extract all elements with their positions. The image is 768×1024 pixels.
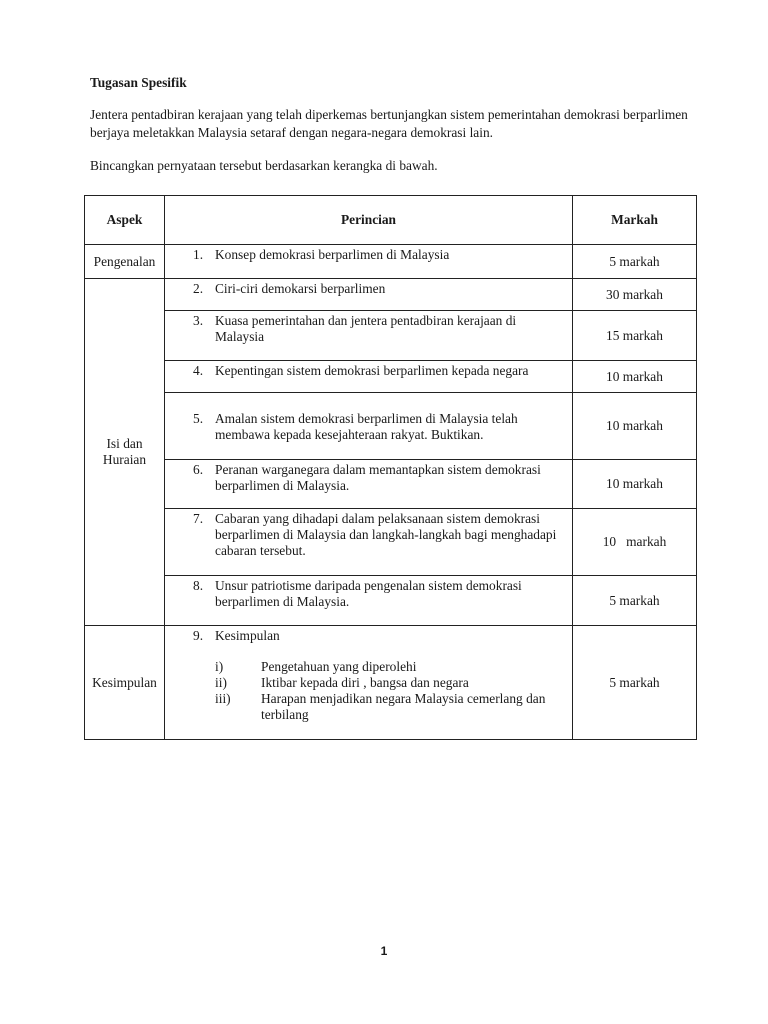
perincian-cell [165, 279, 573, 311]
item-number: 4. [193, 363, 204, 378]
aspek-kesimpulan: Kesimpulan [85, 626, 165, 740]
item-number: 3. [193, 313, 204, 328]
markah-cell: 10 markah [573, 460, 697, 509]
item-number: 6. [193, 462, 204, 477]
item-text: Kepentingan sistem demokrasi berparlimen kepada negara [215, 363, 529, 378]
item-text: Peranan warganegara dalam memantapkan sistem demokrasi berparlimen di Malaysia. [215, 462, 541, 493]
item-text: Ciri-ciri demokarsi berparlimen [215, 281, 386, 296]
table-header-row [85, 196, 697, 245]
table-row [85, 311, 697, 361]
item-text: Amalan sistem demokrasi berparlimen di Malaysia telah membawa kepada kesejahteraan rakyat. Buktikan. [215, 411, 518, 442]
table-row [85, 393, 697, 460]
item-text: Kuasa pemerintahan dan jentera pentadbiran kerajaan di Malaysia [215, 313, 517, 344]
table-row [85, 279, 697, 311]
sub-text: Iktibar kepada diri , bangsa dan negara [261, 675, 469, 690]
table-row [85, 626, 697, 740]
perincian-cell [165, 393, 573, 460]
item-number: 8. [193, 578, 204, 593]
table-row [85, 245, 697, 279]
roman-numeral: ii) [215, 675, 227, 690]
markah-cell: 5 markah [573, 245, 697, 279]
perincian-cell [165, 311, 573, 361]
perincian-cell [165, 576, 573, 626]
list-item [165, 659, 572, 675]
assignment-heading: Tugasan Spesifik [90, 75, 187, 90]
sub-text: Harapan menjadikan negara Malaysia cemerlang dan terbilang [261, 691, 546, 722]
item-text: Cabaran yang dihadapi dalam pelaksanaan sistem demokrasi berparlimen di Malaysia dan langkah-langkah bagi menghadapi cabaran tersebut. [215, 511, 557, 558]
perincian-cell [165, 245, 573, 279]
page-number: 1 [380, 944, 388, 958]
list-item [165, 691, 572, 723]
perincian-cell [165, 460, 573, 509]
item-text: Unsur patriotisme daripada pengenalan sistem demokrasi berparlimen di Malaysia. [215, 578, 522, 609]
table-row [85, 509, 697, 576]
markah-cell: 30 markah [573, 279, 697, 311]
markah-cell: 10 markah [573, 509, 697, 576]
perincian-cell [165, 626, 573, 740]
table-row [85, 576, 697, 626]
table-row [85, 460, 697, 509]
instruction-paragraph: Bincangkan pernyataan tersebut berdasarkan kerangka di bawah. [90, 158, 438, 173]
item-number: 2. [193, 281, 204, 296]
item-number: 9. [193, 628, 204, 643]
item-number: 7. [193, 511, 204, 526]
markah-cell: 5 markah [573, 626, 697, 740]
sub-text: Pengetahuan yang diperolehi [261, 659, 417, 674]
perincian-cell [165, 361, 573, 393]
item-number: 1. [193, 247, 204, 262]
table-row [85, 361, 697, 393]
markah-cell: 10 markah [573, 361, 697, 393]
markah-cell: 5 markah [573, 576, 697, 626]
aspek-isi-huraian [85, 279, 165, 626]
marking-framework-table [84, 195, 697, 740]
roman-numeral: iii) [215, 691, 231, 706]
item-text: Kesimpulan [215, 628, 280, 643]
item-number: 5. [193, 411, 204, 426]
header-aspek: Aspek [85, 196, 165, 245]
header-markah: Markah [573, 196, 697, 245]
item-text: Konsep demokrasi berparlimen di Malaysia [215, 247, 450, 262]
roman-numeral: i) [215, 659, 224, 674]
list-item [165, 675, 572, 691]
header-perincian: Perincian [165, 196, 573, 245]
intro-paragraph: Jentera pentadbiran kerajaan yang telah diperkemas bertunjangkan sistem pemerintahan demokrasi berparlimen berjaya meletakkan Malaysia setaraf dengan negara-negara demokrasi lain. [90, 107, 688, 140]
markah-cell: 10 markah [573, 393, 697, 460]
aspek-pengenalan: Pengenalan [85, 245, 165, 279]
markah-cell: 15 markah [573, 311, 697, 361]
aspek-isi-line2: Huraian [102, 452, 147, 467]
perincian-cell [165, 509, 573, 576]
aspek-isi-line1: Isi dan [106, 436, 143, 451]
